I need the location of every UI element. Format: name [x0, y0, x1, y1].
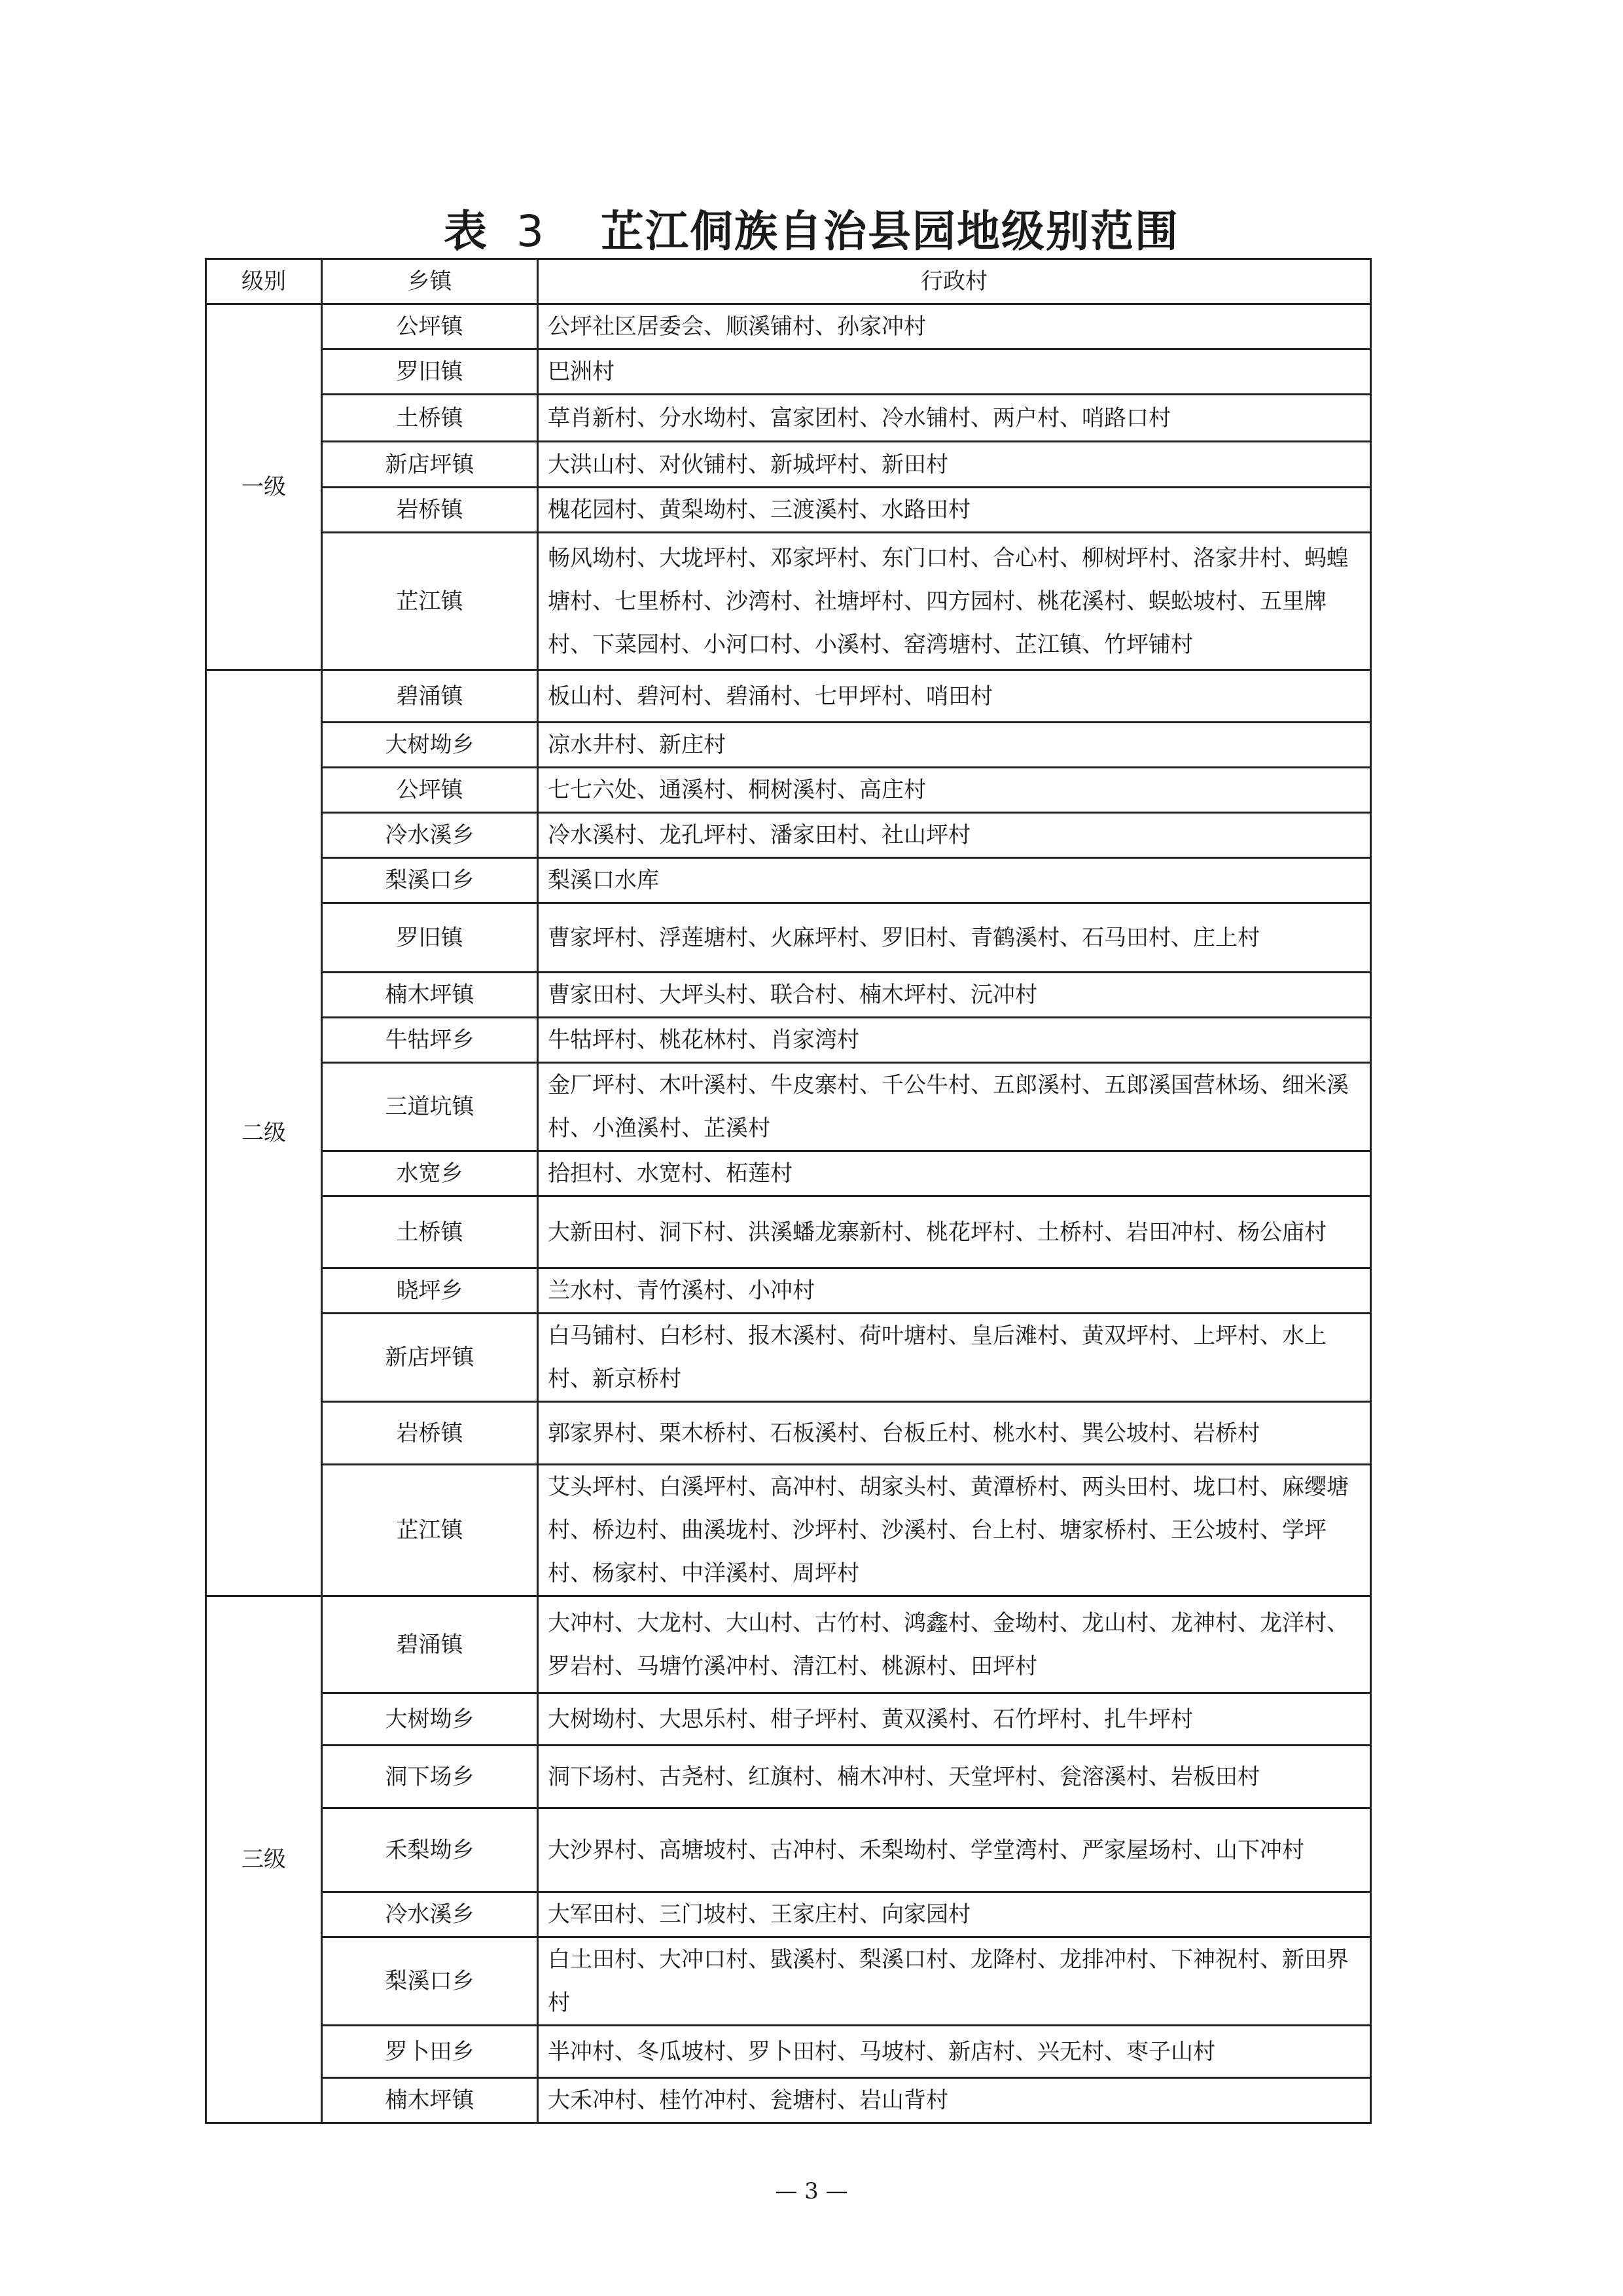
grade-level-cell: 二级	[206, 670, 322, 1596]
villages-cell: 公坪社区居委会、顺溪铺村、孙家冲村	[538, 304, 1371, 350]
villages-cell: 艾头坪村、白溪坪村、高冲村、胡家头村、黄潭桥村、两头田村、垅口村、麻缨塘村、桥边村、曲溪垅村、沙坪村、沙溪村、台上村、塘家桥村、王公坡村、学坪村、杨家村、中洋溪村、周坪村	[538, 1465, 1371, 1596]
villages-cell: 大沙界村、高塘坡村、古冲村、禾梨坳村、学堂湾村、严家屋场村、山下冲村	[538, 1808, 1371, 1892]
town-cell: 罗旧镇	[322, 350, 538, 395]
table-row	[206, 395, 1371, 442]
table-row	[206, 1465, 1371, 1596]
town-cell: 罗卜田乡	[322, 2026, 538, 2078]
town-cell: 公坪镇	[322, 768, 538, 813]
title-text: 芷江侗族自治县园地级别范围	[600, 206, 1179, 257]
town-cell: 三道坑镇	[322, 1063, 538, 1151]
grade-level-cell: 一级	[206, 304, 322, 670]
table-row	[206, 304, 1371, 350]
table-row	[206, 533, 1371, 670]
town-cell: 土桥镇	[322, 1196, 538, 1268]
table-row	[206, 2026, 1371, 2078]
town-cell: 大树坳乡	[322, 1693, 538, 1746]
header-villages: 行政村	[538, 259, 1371, 304]
town-cell: 水宽乡	[322, 1151, 538, 1196]
table-row	[206, 723, 1371, 768]
orchard-grade-table	[205, 258, 1372, 2124]
title-prefix: 表	[444, 206, 489, 257]
grade-level-cell: 三级	[206, 1596, 322, 2123]
villages-cell: 冷水溪村、龙孔坪村、潘家田村、社山坪村	[538, 813, 1371, 858]
villages-cell: 大禾冲村、桂竹冲村、瓮塘村、岩山背村	[538, 2078, 1371, 2123]
town-cell: 新店坪镇	[322, 1314, 538, 1402]
villages-cell: 草肖新村、分水坳村、富家团村、冷水铺村、两户村、哨路口村	[538, 395, 1371, 442]
town-cell: 楠木坪镇	[322, 2078, 538, 2123]
villages-cell: 洞下场村、古尧村、红旗村、楠木冲村、天堂坪村、瓮溶溪村、岩板田村	[538, 1746, 1371, 1808]
table-row	[206, 813, 1371, 858]
table-row	[206, 973, 1371, 1018]
table-header-row	[206, 259, 1371, 304]
table-row	[206, 1693, 1371, 1746]
table-row	[206, 1596, 1371, 1693]
town-cell: 公坪镇	[322, 304, 538, 350]
villages-cell: 板山村、碧河村、碧涌村、七甲坪村、哨田村	[538, 670, 1371, 723]
villages-cell: 白土田村、大冲口村、戥溪村、梨溪口村、龙降村、龙排冲村、下神祝村、新田界村	[538, 1937, 1371, 2026]
villages-cell: 曹家田村、大坪头村、联合村、楠木坪村、沅冲村	[538, 973, 1371, 1018]
table-row	[206, 858, 1371, 903]
header-town: 乡镇	[322, 259, 538, 304]
town-cell: 芷江镇	[322, 1465, 538, 1596]
table-number: 3	[516, 206, 545, 257]
villages-cell: 巴洲村	[538, 350, 1371, 395]
villages-cell: 白马铺村、白杉村、报木溪村、荷叶塘村、皇后滩村、黄双坪村、上坪村、水上村、新京桥村	[538, 1314, 1371, 1402]
table-row	[206, 768, 1371, 813]
table-row	[206, 2078, 1371, 2123]
villages-cell: 槐花园村、黄梨坳村、三渡溪村、水路田村	[538, 488, 1371, 533]
town-cell: 罗旧镇	[322, 903, 538, 973]
page-number: — 3 —	[775, 2178, 848, 2204]
town-cell: 楠木坪镇	[322, 973, 538, 1018]
table-row	[206, 1151, 1371, 1196]
table-row	[206, 1937, 1371, 2026]
table-row	[206, 350, 1371, 395]
villages-cell: 凉水井村、新庄村	[538, 723, 1371, 768]
header-level: 级别	[206, 259, 322, 304]
villages-cell: 牛牯坪村、桃花林村、肖家湾村	[538, 1018, 1371, 1063]
table-row	[206, 1402, 1371, 1465]
table-row	[206, 1808, 1371, 1892]
table-row	[206, 1018, 1371, 1063]
town-cell: 芷江镇	[322, 533, 538, 670]
table-row	[206, 1196, 1371, 1268]
table-row	[206, 1314, 1371, 1402]
villages-cell: 金厂坪村、木叶溪村、牛皮寨村、千公牛村、五郎溪村、五郎溪国营林场、细米溪村、小渔溪村、芷溪村	[538, 1063, 1371, 1151]
table-row	[206, 1892, 1371, 1937]
town-cell: 土桥镇	[322, 395, 538, 442]
town-cell: 碧涌镇	[322, 670, 538, 723]
town-cell: 碧涌镇	[322, 1596, 538, 1693]
town-cell: 梨溪口乡	[322, 1937, 538, 2026]
villages-cell: 七七六处、通溪村、桐树溪村、高庄村	[538, 768, 1371, 813]
table-row	[206, 903, 1371, 973]
town-cell: 岩桥镇	[322, 488, 538, 533]
villages-cell: 半冲村、冬瓜坡村、罗卜田村、马坡村、新店村、兴无村、枣子山村	[538, 2026, 1371, 2078]
table-row	[206, 1063, 1371, 1151]
table-row	[206, 488, 1371, 533]
table-row	[206, 1268, 1371, 1314]
villages-cell: 大洪山村、对伙铺村、新城坪村、新田村	[538, 442, 1371, 488]
town-cell: 新店坪镇	[322, 442, 538, 488]
page-title	[0, 196, 1623, 259]
table-row	[206, 1746, 1371, 1808]
town-cell: 梨溪口乡	[322, 858, 538, 903]
villages-cell: 郭家界村、栗木桥村、石板溪村、台板丘村、桃水村、巽公坡村、岩桥村	[538, 1402, 1371, 1465]
villages-cell: 梨溪口水库	[538, 858, 1371, 903]
villages-cell: 大冲村、大龙村、大山村、古竹村、鸿鑫村、金坳村、龙山村、龙神村、龙洋村、罗岩村、马塘竹溪冲村、清江村、桃源村、田坪村	[538, 1596, 1371, 1693]
table-row	[206, 442, 1371, 488]
villages-cell: 畅风坳村、大垅坪村、邓家坪村、东门口村、合心村、柳树坪村、洛家井村、蚂蝗塘村、七里桥村、沙湾村、社塘坪村、四方园村、桃花溪村、蜈蚣坡村、五里牌村、下菜园村、小河口村、小溪村、窑湾塘村、芷江镇、竹坪铺村	[538, 533, 1371, 670]
villages-cell: 拾担村、水宽村、柘莲村	[538, 1151, 1371, 1196]
town-cell: 大树坳乡	[322, 723, 538, 768]
table-row	[206, 670, 1371, 723]
town-cell: 岩桥镇	[322, 1402, 538, 1465]
villages-cell: 大军田村、三门坡村、王家庄村、向家园村	[538, 1892, 1371, 1937]
town-cell: 洞下场乡	[322, 1746, 538, 1808]
town-cell: 牛牯坪乡	[322, 1018, 538, 1063]
town-cell: 冷水溪乡	[322, 813, 538, 858]
villages-cell: 大树坳村、大思乐村、柑子坪村、黄双溪村、石竹坪村、扎牛坪村	[538, 1693, 1371, 1746]
villages-cell: 兰水村、青竹溪村、小冲村	[538, 1268, 1371, 1314]
town-cell: 晓坪乡	[322, 1268, 538, 1314]
town-cell: 禾梨坳乡	[322, 1808, 538, 1892]
town-cell: 冷水溪乡	[322, 1892, 538, 1937]
villages-cell: 大新田村、洞下村、洪溪蟠龙寨新村、桃花坪村、土桥村、岩田冲村、杨公庙村	[538, 1196, 1371, 1268]
villages-cell: 曹家坪村、浮莲塘村、火麻坪村、罗旧村、青鹤溪村、石马田村、庄上村	[538, 903, 1371, 973]
